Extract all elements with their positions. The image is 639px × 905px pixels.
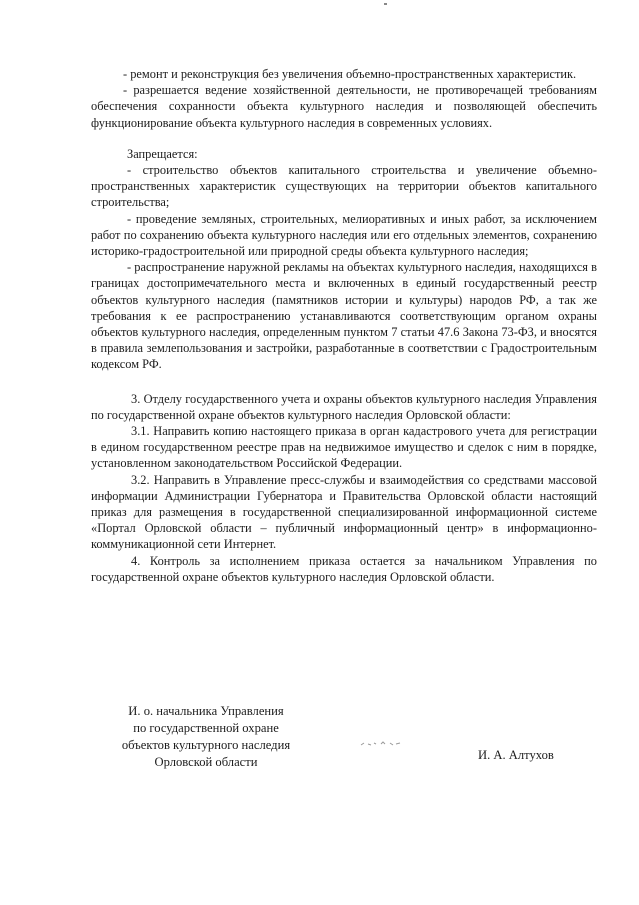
paragraph-economic-activity: - разрешается ведение хозяйственной деятельности, не противоречащей требованиям обеспечения сохранности объекта культурного наследия и позволяющей обеспечить функционирование объекта культурного наследия в современных условиях. [91,83,597,130]
signature-mark [359,737,405,749]
paragraph-construction-ban: - строительство объектов капитального строительства и увеличение объемно-пространственных характеристик существующих на территории объектов капитального строительства; [91,163,597,210]
paragraph-spacer [91,373,597,391]
paragraph-earthworks-ban: - проведение земляных, строительных, мелиоративных и иных работ, за исключением работ по сохранению объекта культурного наследия или его отдельных элементов, сохранению историко-градостроительной или природной среды объекта культурного наследия; [91,211,597,259]
paragraph-item-3: 3. Отделу государственного учета и охраны объектов культурного наследия Управления по государственной охране объектов культурного наследия Орловской области: [91,391,597,422]
paragraph-repair: - ремонт и реконструкция без увеличения объемно-пространственных характеристик. [123,67,577,81]
paragraph-item-3-1: 3.1. Направить копию настоящего приказа в орган кадастрового учета для регистрации в едином государственном реестре прав на недвижимое имущество и сделок с ним в порядке, установленном законодательством Российской Федерации. [91,424,597,471]
signatory-title [91,703,321,771]
signatory-title-line: И. о. начальника Управления [128,704,284,718]
document-body [91,66,597,585]
paragraph-spacer [91,131,597,146]
paragraph-item-4: 4. Контроль за исполнением приказа остается за начальником Управления по государственной охране объектов культурного наследия Орловской области. [91,553,597,584]
signatory-name: И. А. Алтухов [478,748,554,762]
scan-speck [384,3,387,5]
paragraph-item-3-2: 3.2. Направить в Управление пресс-службы и взаимодействия со средствами массовой информации Администрации Губернатора и Правительства Орловской области настоящий приказ для размещения в государственной специализированной информационной системе «Портал Орловской области – публичный информационный центр» в информационно-коммуникационной сети Интернет. [91,472,597,552]
paragraph-prohibited-heading: Запрещается: [127,146,198,161]
signatory-title-line: по государственной охране [133,721,279,735]
signatory-title-line: Орловской области [154,755,258,769]
signatory-title-line: объектов культурного наследия [121,738,291,752]
signature-block [91,703,597,783]
paragraph-advertising-ban: - распространение наружной рекламы на объектах культурного наследия, находящихся в границах достопримечательного места и включенных в единый государственный реестр объектов культурного наследия (памятников истории и культуры) народов РФ, а так же требования к ее распространению устанавливаются соответствующим органом охраны объектов культурного наследия, определенным пунктом 7 статьи 47.6 Закона 73-ФЗ, и вносятся в правила землепользования и застройки, разработанные в соответствии с Градостроительным кодексом РФ. [91,260,597,372]
